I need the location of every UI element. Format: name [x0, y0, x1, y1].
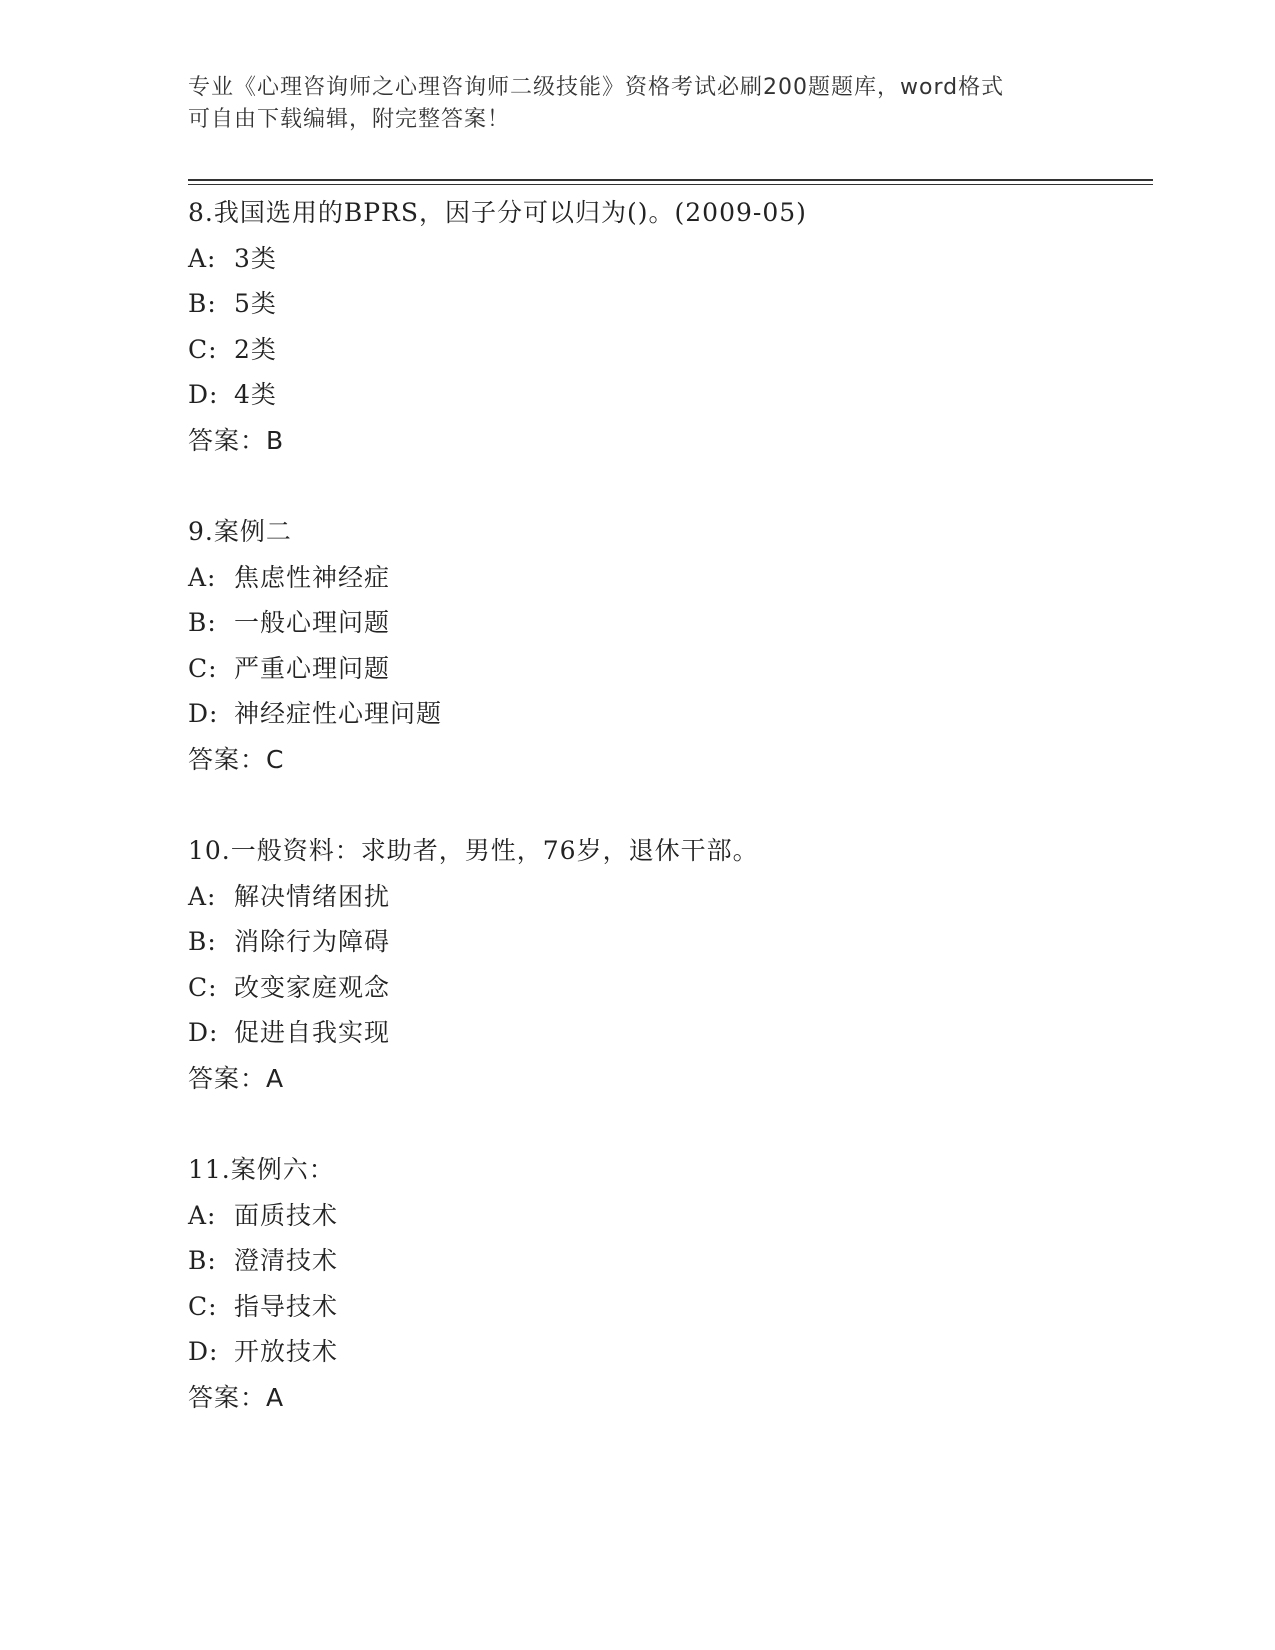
option-text: 4类 [234, 380, 277, 409]
answer-line: 答案：A [188, 1382, 285, 1412]
option-text: 2类 [234, 334, 277, 364]
option-a [188, 1193, 1148, 1239]
question-stem: 10.一般资料：求助者，男性，76岁，退休干部。 [188, 836, 759, 865]
option-letter: B: [188, 1246, 217, 1275]
option-b [188, 919, 1148, 965]
option-d [188, 1010, 1148, 1056]
option-text: 指导技术 [234, 1291, 339, 1321]
option-a [188, 555, 1148, 601]
option-letter: B: [188, 608, 217, 637]
header-line-1: 专业《心理咨询师之心理咨询师二级技能》资格考试必刷200题题库，word格式 [188, 75, 1005, 100]
option-text: 促进自我实现 [234, 1018, 391, 1047]
question-9 [188, 509, 1148, 782]
question-11 [188, 1147, 1148, 1420]
option-text: 开放技术 [234, 1337, 339, 1366]
option-text: 面质技术 [234, 1200, 339, 1230]
option-letter: A: [188, 881, 217, 911]
option-letter: D: [188, 380, 219, 409]
option-text: 消除行为障碍 [234, 927, 391, 956]
option-text: 焦虑性神经症 [234, 562, 391, 592]
option-d [188, 1329, 1148, 1375]
option-c [188, 327, 1148, 373]
option-letter: A: [188, 243, 217, 273]
header-divider-thin [188, 184, 1153, 185]
option-letter: A: [188, 562, 217, 592]
option-letter: C: [188, 972, 218, 1002]
option-letter: D: [188, 1018, 219, 1047]
answer-line: 答案：A [188, 1063, 285, 1093]
question-10 [188, 828, 1148, 1101]
option-text: 解决情绪困扰 [234, 881, 391, 911]
option-c [188, 965, 1148, 1011]
option-b [188, 600, 1148, 646]
option-c [188, 646, 1148, 692]
option-letter: A: [188, 1200, 217, 1230]
option-letter: B: [188, 289, 217, 318]
option-letter: D: [188, 1337, 219, 1366]
option-c [188, 1284, 1148, 1330]
option-text: 改变家庭观念 [234, 972, 391, 1002]
option-b [188, 1238, 1148, 1284]
question-stem: 11.案例六： [188, 1155, 335, 1184]
option-b [188, 281, 1148, 327]
question-stem: 9.案例二 [188, 517, 292, 546]
answer-line: 答案：C [188, 744, 285, 774]
option-a [188, 874, 1148, 920]
document-header [188, 72, 1068, 136]
option-d [188, 691, 1148, 737]
option-letter: C: [188, 334, 218, 364]
question-stem: 8.我国选用的BPRS，因子分可以归为()。(2009-05) [188, 198, 807, 227]
option-letter: B: [188, 927, 217, 956]
option-letter: C: [188, 1291, 218, 1321]
option-text: 澄清技术 [234, 1246, 339, 1275]
question-8 [188, 190, 1148, 463]
option-letter: D: [188, 699, 219, 728]
option-letter: C: [188, 653, 218, 683]
option-text: 一般心理问题 [234, 608, 391, 637]
option-text: 3类 [234, 243, 277, 273]
option-text: 5类 [234, 289, 277, 318]
option-d [188, 372, 1148, 418]
option-text: 严重心理问题 [234, 653, 391, 683]
answer-line: 答案：B [188, 425, 285, 455]
question-list [188, 190, 1148, 1466]
header-line-2: 可自由下载编辑，附完整答案！ [188, 107, 511, 132]
option-text: 神经症性心理问题 [234, 699, 443, 728]
option-a [188, 236, 1148, 282]
header-divider-thick [188, 179, 1153, 181]
